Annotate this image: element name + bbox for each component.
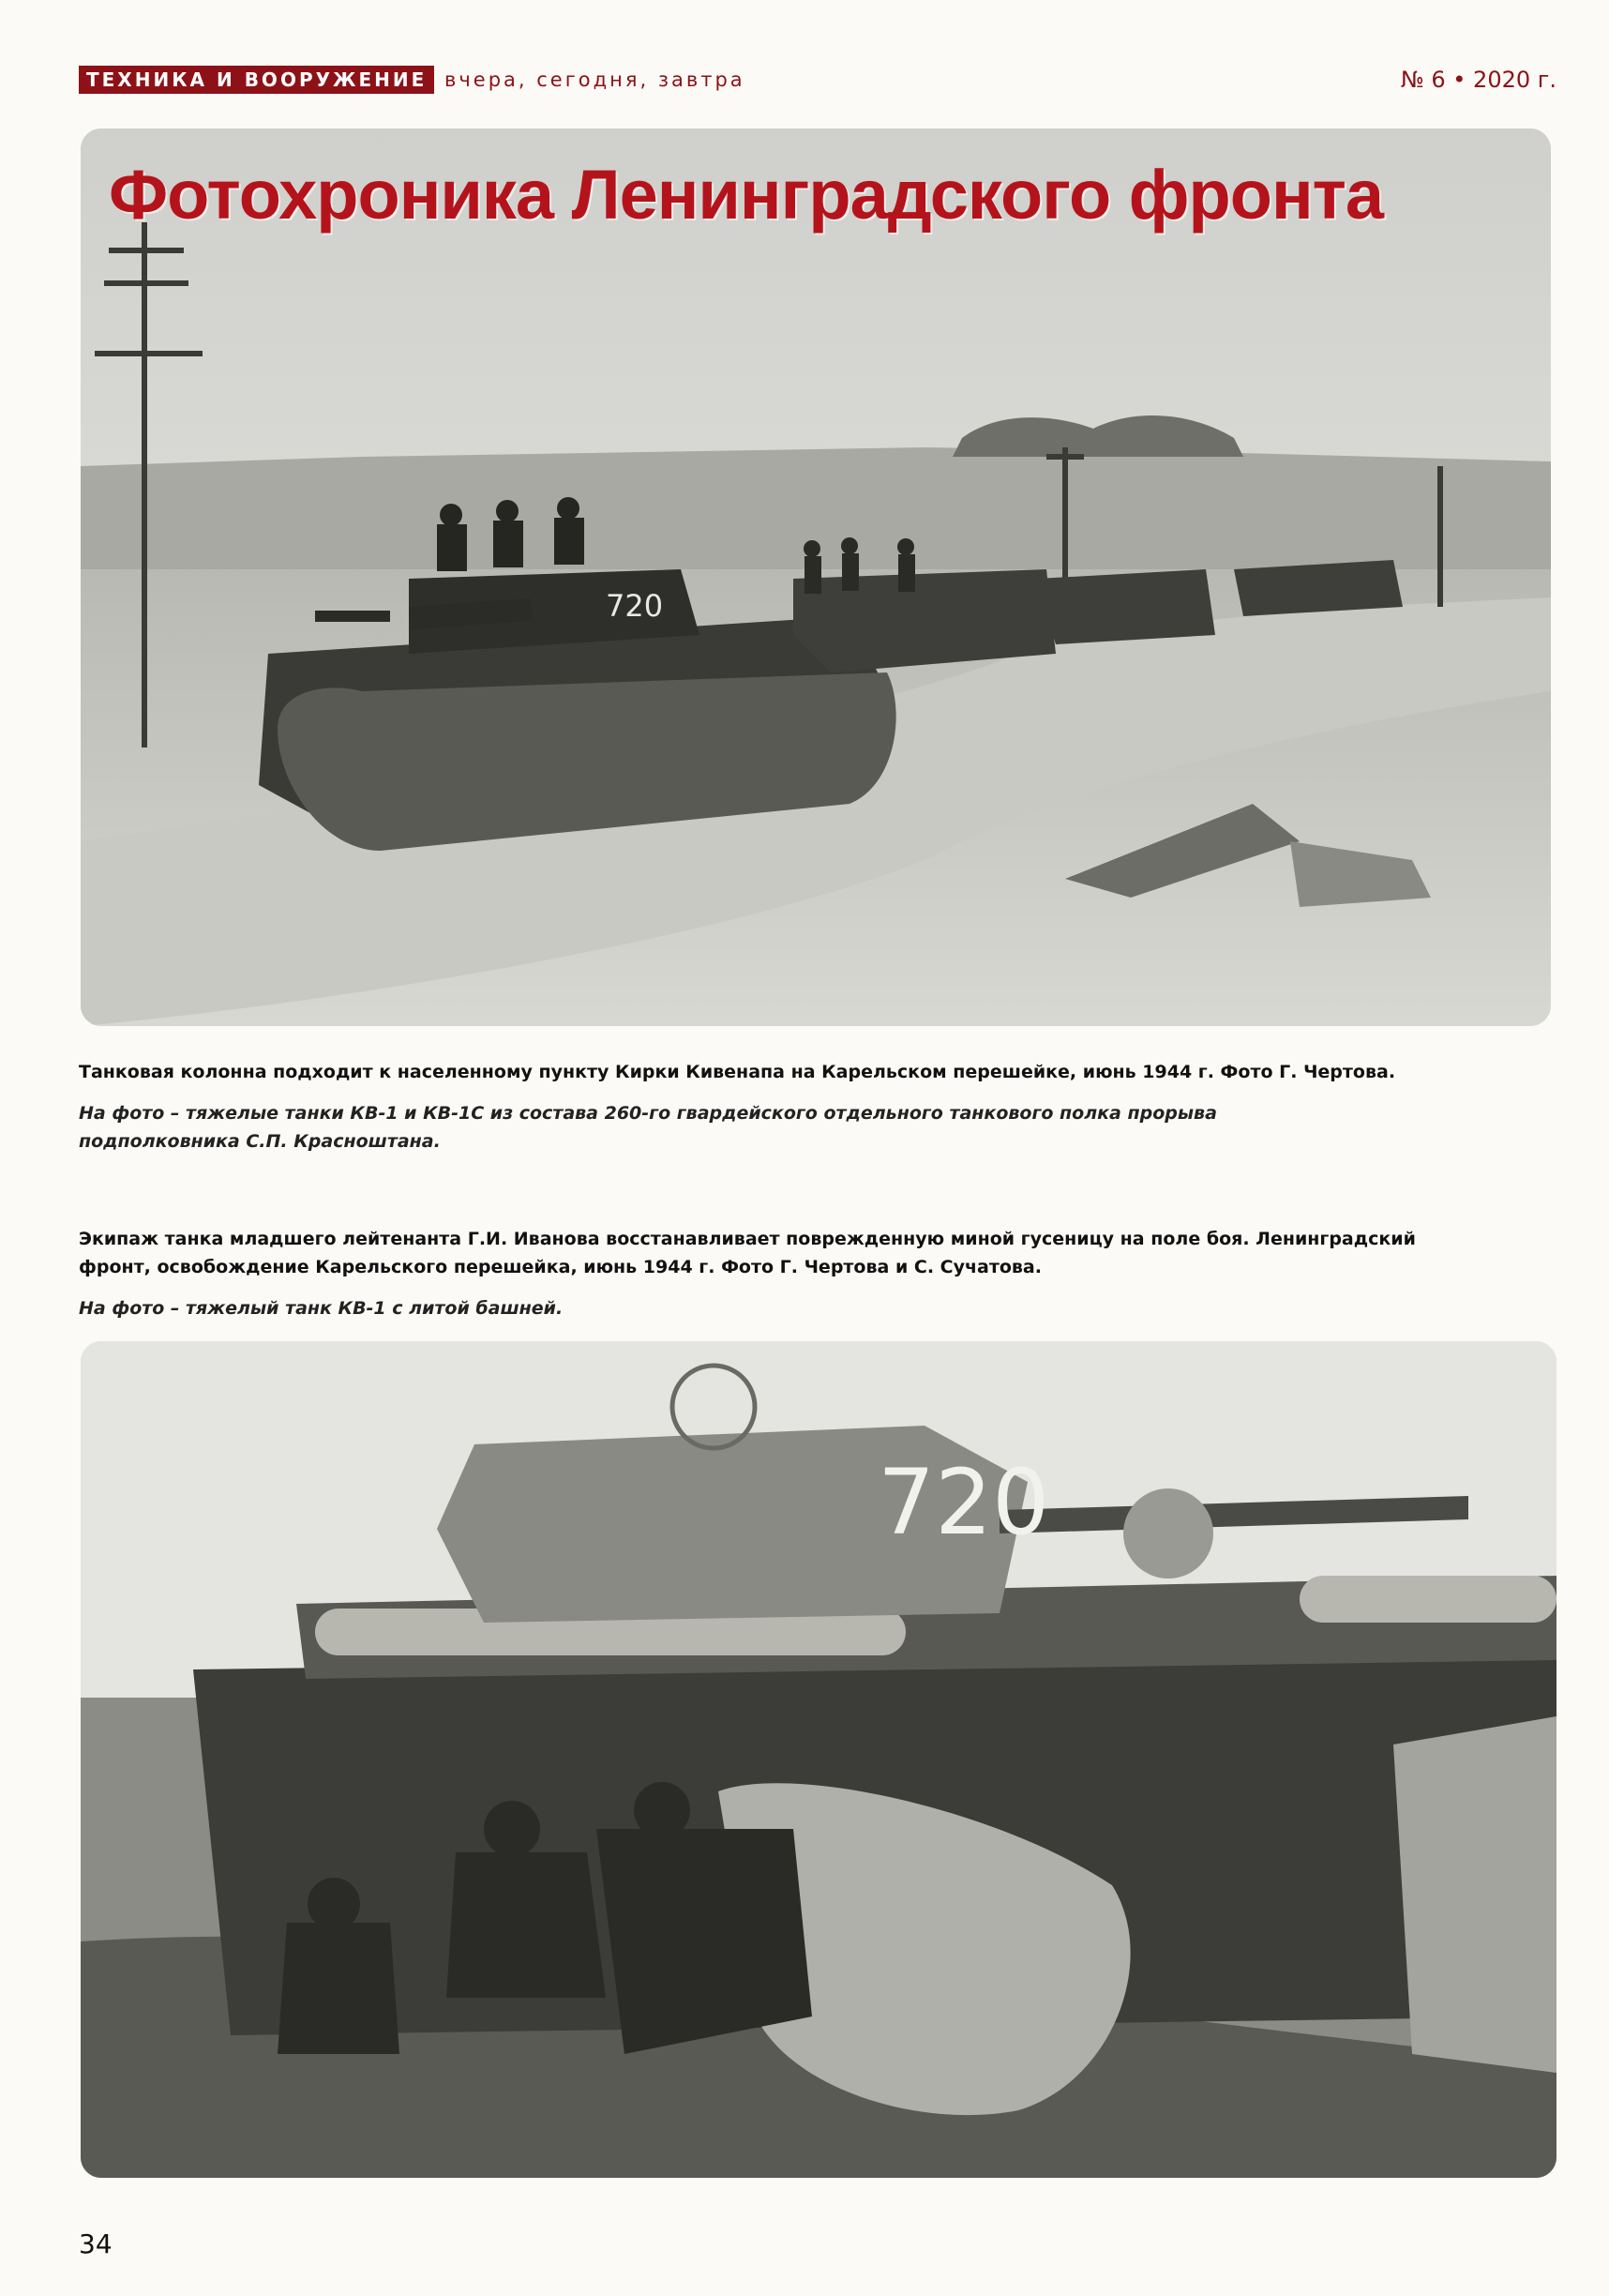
page-header xyxy=(79,62,1556,99)
photo-tank-column xyxy=(81,128,1551,1026)
photo1-note: На фото – тяжелые танки КВ-1 и КВ-1С из состава 260-го гвардейского отдельного танкового полка прорыва подполковника С.П. Красноштана. xyxy=(79,1103,1217,1152)
magazine-masthead: ТЕХНИКА И ВООРУЖЕНИЕ xyxy=(79,66,434,94)
turret-number: 720 xyxy=(878,1450,1050,1555)
magazine-tagline: вчера, сегодня, завтра xyxy=(444,68,745,91)
photo-crew-repair-image xyxy=(81,1341,1556,2178)
photo2-caption: Экипаж танка младшего лейтенанта Г.И. Иванова восстанавливает поврежденную миной гусеницу на поле боя. Ленинградский фронт, освобождение Карельского перешейка, июнь 1944 г. Фото Г. Чертова и С. Сучатова. xyxy=(79,1229,1416,1277)
turret-number: 720 xyxy=(606,588,664,624)
photo-tank-column-image xyxy=(81,128,1551,1026)
photo-crew-repair xyxy=(81,1341,1556,2178)
article-title: Фотохроника Ленинградского фронта xyxy=(109,156,1384,234)
photo1-caption: Танковая колонна подходит к населенному пункту Кирки Кивенапа на Карельском перешейке, июнь 1944 г. Фото Г. Чертова. xyxy=(79,1062,1396,1082)
page-number: 34 xyxy=(79,2228,113,2259)
photo2-note: На фото – тяжелый танк КВ-1 с литой башней. xyxy=(79,1298,564,1319)
issue-number: № 6 • 2020 г. xyxy=(1400,67,1556,93)
